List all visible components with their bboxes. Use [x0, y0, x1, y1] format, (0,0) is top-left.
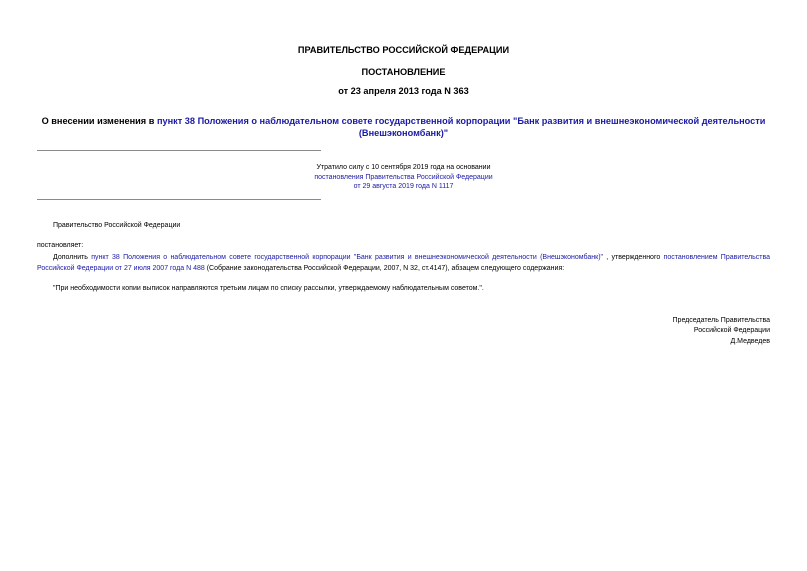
- status-note: [37, 163, 770, 192]
- divider-top: [37, 150, 321, 151]
- body-quote: "При необходимости копии выписок направляются третьим лицам по списку рассылки, утверждаемому наблюдательным советом.".: [53, 285, 484, 292]
- body-paragraph-suffix: (Собрание законодательства Российской Федерации, 2007, N 32, ст.4147), абзацем следующего содержания:: [204, 264, 565, 272]
- signature-line2: Российской Федерации: [693, 327, 770, 335]
- status-note-date-link[interactable]: от 29 августа 2019 года N 1117: [353, 183, 454, 191]
- body-paragraph-mid: , утвержденного: [603, 254, 664, 261]
- signature-name: Д.Медведев: [730, 337, 770, 345]
- signature-block: [673, 316, 770, 347]
- document-title-prefix: О внесении изменения в: [41, 116, 157, 126]
- decree-488-link[interactable]: постановлением Правительства Российской Федерации от 27 июля 2007 года N 488: [37, 254, 770, 272]
- document-title: [40, 115, 767, 139]
- body-paragraph: [37, 253, 770, 274]
- document-title-link[interactable]: пункт 38 Положения о наблюдательном совете государственной корпорации "Банк развития и внешнеэкономической деятельности (Внешэкономбанк)": [156, 116, 766, 138]
- body-paragraph-prefix: Дополнить: [53, 254, 92, 261]
- status-note-decree-link[interactable]: постановления Правительства Российской Федерации: [314, 173, 493, 181]
- signature-line1: Председатель Правительства: [672, 317, 770, 324]
- document-type: ПОСТАНОВЛЕНИЕ: [361, 67, 446, 77]
- status-note-line1: Утратило силу с 10 сентября 2019 года на основании: [316, 164, 491, 171]
- divider-bottom: [37, 199, 321, 200]
- regulation-item-link[interactable]: пункт 38 Положения о наблюдательном совете государственной корпорации "Банк развития и внешнеэкономической деятельности (Внешэкономбанк)": [91, 254, 604, 261]
- body-decrees: постановляет:: [37, 242, 84, 249]
- government-name: ПРАВИТЕЛЬСТВО РОССИЙСКОЙ ФЕДЕРАЦИИ: [297, 45, 510, 55]
- body-government: Правительство Российской Федерации: [53, 222, 181, 229]
- document-date-number: от 23 апреля 2013 года N 363: [338, 86, 469, 96]
